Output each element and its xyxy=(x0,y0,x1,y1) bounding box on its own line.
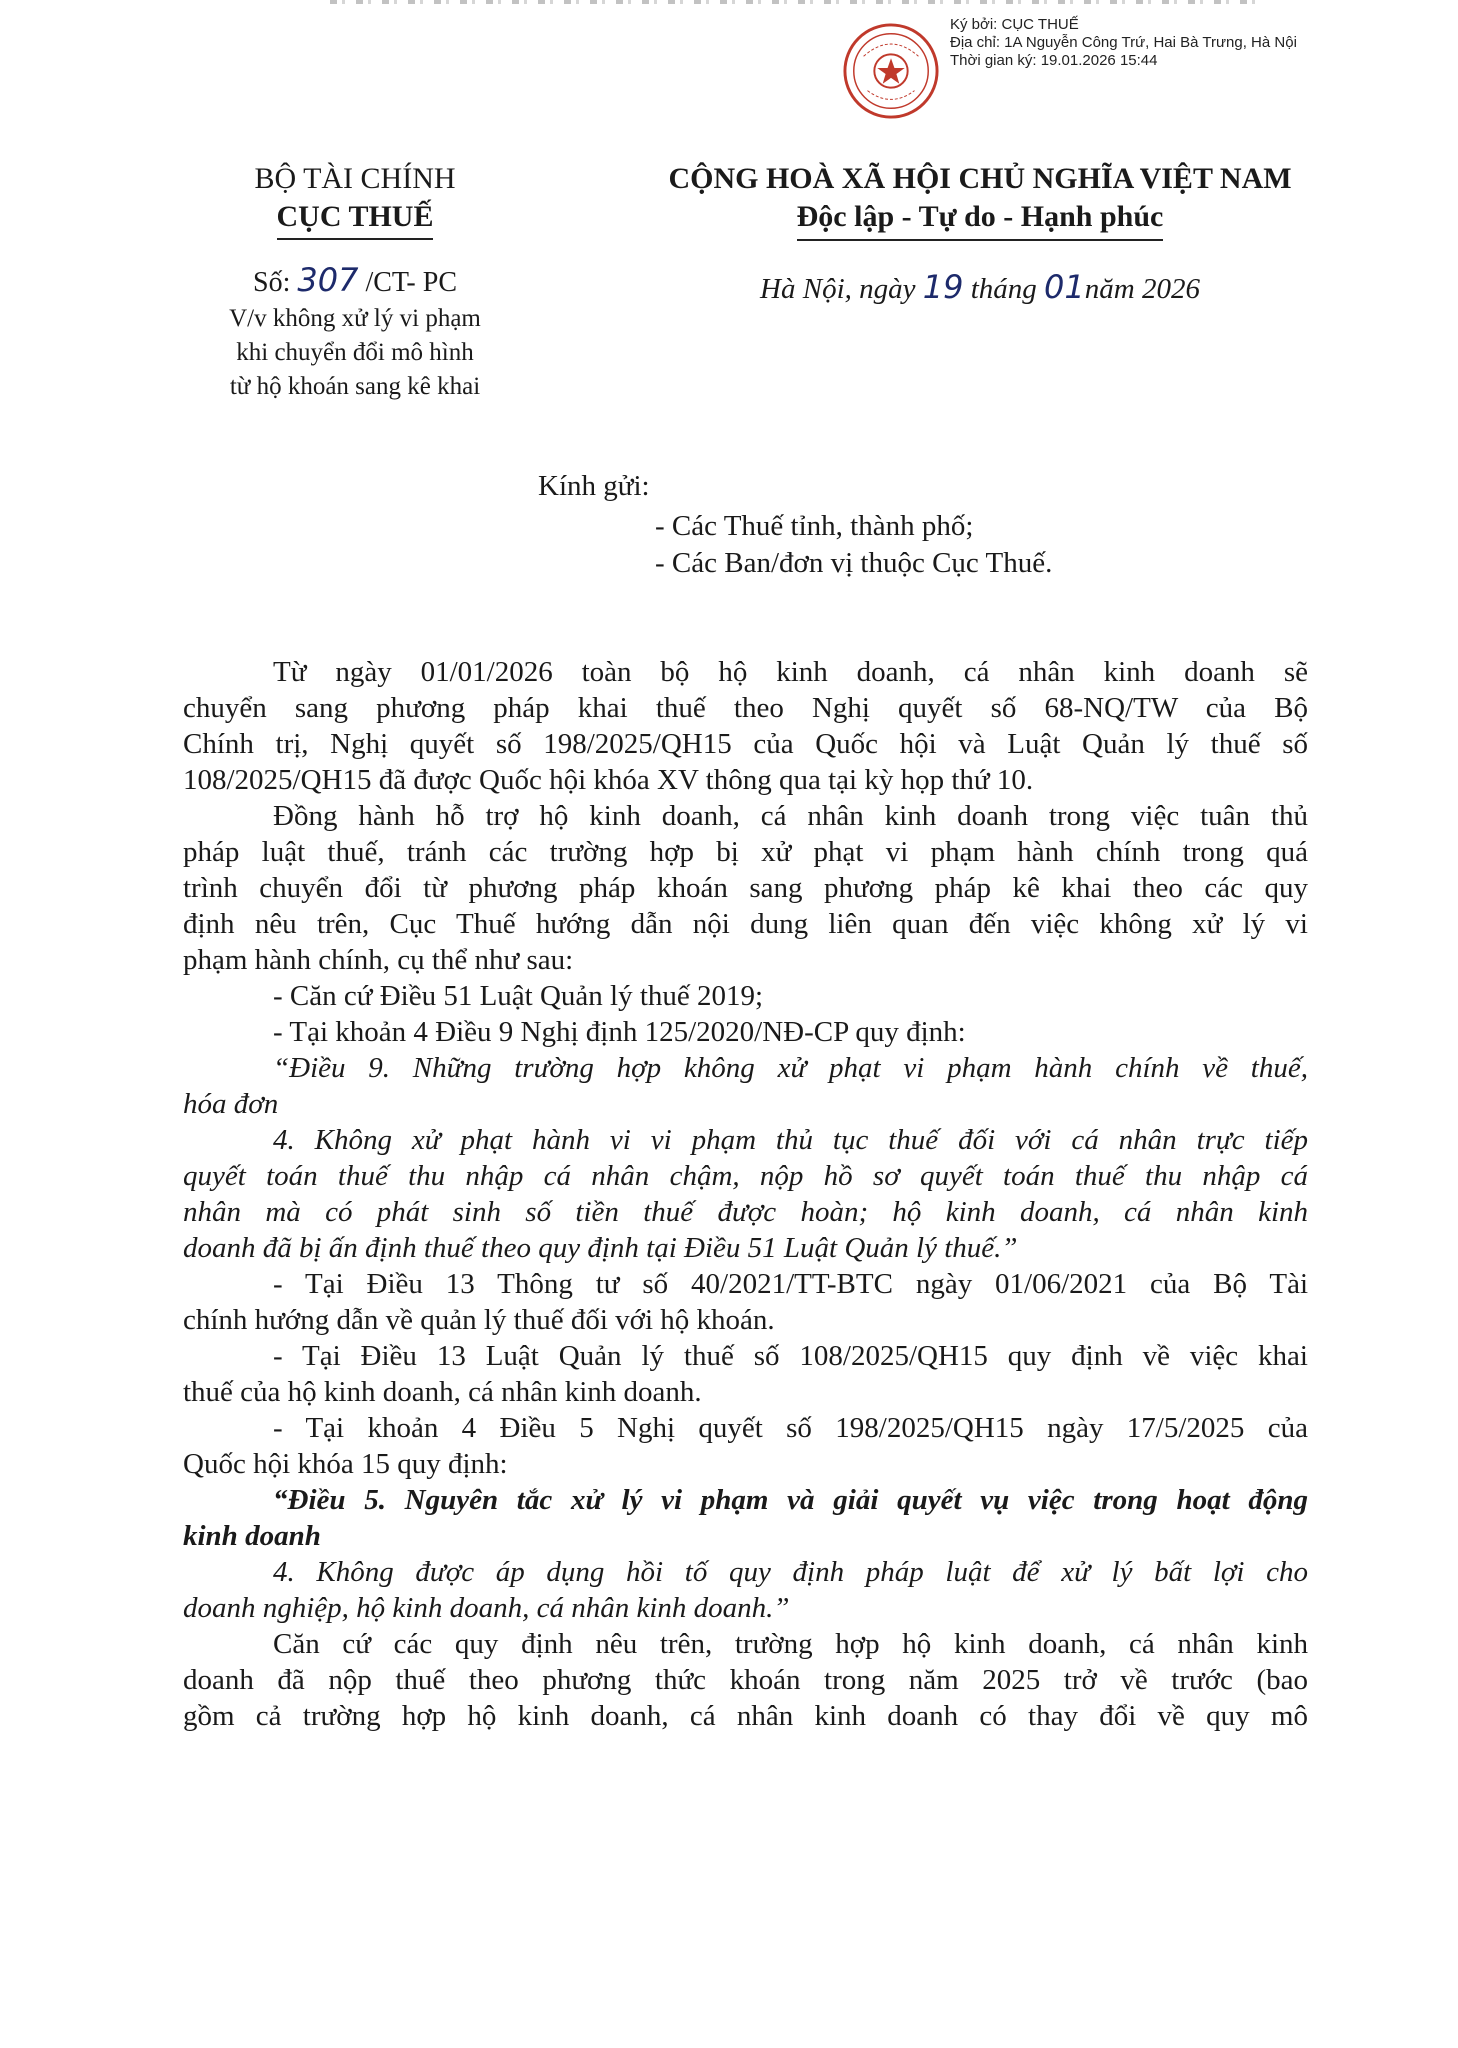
country-name: CỘNG HOÀ XÃ HỘI CHỦ NGHĨA VIỆT NAM xyxy=(668,162,1292,195)
recipient-item: - Các Ban/đơn vị thuộc Cục Thuế. xyxy=(655,547,1053,579)
quote-line: hóa đơn xyxy=(183,1088,279,1120)
digital-signature-info xyxy=(950,16,1370,70)
date-day: 19 xyxy=(922,268,964,306)
date-year: năm 2026 xyxy=(1084,273,1200,305)
body-line: - Căn cứ Điều 51 Luật Quản lý thuế 2019; xyxy=(273,980,764,1012)
subject-line: khi chuyển đổi mô hình xyxy=(236,339,474,366)
body-line: Đồng hành hỗ trợ hộ kinh doanh, cá nhân kinh doanh trong việc tuân thủ xyxy=(273,800,1308,832)
body-line: - Tại Điều 13 Thông tư số 40/2021/TT-BTC ngày 01/06/2021 của Bộ Tài xyxy=(273,1268,1308,1300)
document-body xyxy=(183,654,1308,1734)
quote-line: “Điều 5. Nguyên tắc xử lý vi phạm và giải quyết vụ việc trong hoạt động xyxy=(273,1484,1308,1516)
body-line: trình chuyển đổi từ phương pháp khoán sang phương pháp kê khai theo các quy xyxy=(183,872,1308,904)
body-line: chuyển sang phương pháp khai thuế theo Nghị quyết số 68-NQ/TW của Bộ xyxy=(183,692,1308,724)
quote-line: kinh doanh xyxy=(183,1520,321,1552)
body-line: Từ ngày 01/01/2026 toàn bộ hộ kinh doanh, cá nhân kinh doanh sẽ xyxy=(273,656,1308,688)
quote-line: nhân mà có phát sinh số tiền thuế được hoàn; hộ kinh doanh, cá nhân kinh xyxy=(183,1196,1308,1228)
recipients-label: Kính gửi: xyxy=(538,470,650,502)
body-line: phạm hành chính, cụ thể như sau: xyxy=(183,944,574,976)
body-line: 108/2025/QH15 đã được Quốc hội khóa XV thông qua tại kỳ họp thứ 10. xyxy=(183,764,1034,796)
national-motto: Độc lập - Tự do - Hạnh phúc xyxy=(797,198,1164,241)
quote-line: quyết toán thuế thu nhập cá nhân chậm, nộp hồ sơ quyết toán thuế thu nhập cá xyxy=(183,1160,1308,1192)
body-line: gồm cả trường hợp hộ kinh doanh, cá nhân kinh doanh có thay đổi về quy mô xyxy=(183,1700,1308,1732)
document-number xyxy=(170,262,540,301)
body-line: pháp luật thuế, tránh các trường hợp bị xử phạt vi phạm hành chính trong quá xyxy=(183,836,1308,868)
date-month: 01 xyxy=(1044,268,1085,306)
red-seal-icon xyxy=(842,22,940,120)
signature-time: Thời gian ký: 19.01.2026 15:44 xyxy=(950,52,1158,69)
subject-line: từ hộ khoán sang kê khai xyxy=(229,373,481,400)
date-month-label: tháng xyxy=(970,273,1037,305)
doc-no-prefix: Số: xyxy=(253,267,291,298)
document-subject xyxy=(170,302,540,404)
scan-artifact xyxy=(330,0,1260,4)
issuer-header xyxy=(170,160,540,240)
body-line: Căn cứ các quy định nêu trên, trường hợp hộ kinh doanh, cá nhân kinh xyxy=(273,1628,1308,1660)
signature-address: Địa chỉ: 1A Nguyễn Công Trứ, Hai Bà Trưng, Hà Nội xyxy=(950,34,1297,51)
body-line: Chính trị, Nghị quyết số 198/2025/QH15 của Quốc hội và Luật Quản lý thuế số xyxy=(183,728,1308,760)
doc-no-suffix: /CT- PC xyxy=(365,267,457,298)
recipient-item: - Các Thuế tỉnh, thành phố; xyxy=(655,510,974,542)
quote-line: doanh đã bị ấn định thuế theo quy định tại Điều 51 Luật Quản lý thuế.” xyxy=(183,1232,1018,1264)
body-line: doanh đã nộp thuế theo phương thức khoán trong năm 2025 trở về trước (bao xyxy=(183,1664,1308,1696)
quote-line: 4. Không xử phạt hành vi vi phạm thủ tục thuế đối với cá nhân trực tiếp xyxy=(273,1124,1308,1156)
ministry-name: BỘ TÀI CHÍNH xyxy=(254,162,456,195)
subject-line: V/v không xử lý vi phạm xyxy=(229,305,481,332)
body-line: - Tại Điều 13 Luật Quản lý thuế số 108/2025/QH15 quy định về việc khai xyxy=(273,1340,1308,1372)
body-line: Quốc hội khóa 15 quy định: xyxy=(183,1448,508,1480)
quote-line: 4. Không được áp dụng hồi tố quy định pháp luật để xử lý bất lợi cho xyxy=(273,1556,1308,1588)
doc-no-handwritten: 307 xyxy=(297,261,359,299)
document-date xyxy=(620,268,1340,306)
quote-line: doanh nghiệp, hộ kinh doanh, cá nhân kinh doanh.” xyxy=(183,1592,790,1624)
national-header xyxy=(620,160,1340,241)
body-line: định nêu trên, Cục Thuế hướng dẫn nội dung liên quan đến việc không xử lý vi xyxy=(183,908,1308,940)
body-line: chính hướng dẫn về quản lý thuế đối với hộ khoán. xyxy=(183,1304,775,1336)
quote-line: “Điều 9. Những trường hợp không xử phạt vi phạm hành chính về thuế, xyxy=(273,1052,1308,1084)
date-place: Hà Nội, ngày xyxy=(760,273,916,305)
body-line: - Tại khoản 4 Điều 5 Nghị quyết số 198/2025/QH15 ngày 17/5/2025 của xyxy=(273,1412,1308,1444)
signature-signed-by: Ký bởi: CỤC THUẾ xyxy=(950,16,1079,33)
body-line: - Tại khoản 4 Điều 9 Nghị định 125/2020/NĐ-CP quy định: xyxy=(273,1016,966,1048)
body-line: thuế của hộ kinh doanh, cá nhân kinh doanh. xyxy=(183,1376,702,1408)
department-name: CỤC THUẾ xyxy=(277,198,434,240)
